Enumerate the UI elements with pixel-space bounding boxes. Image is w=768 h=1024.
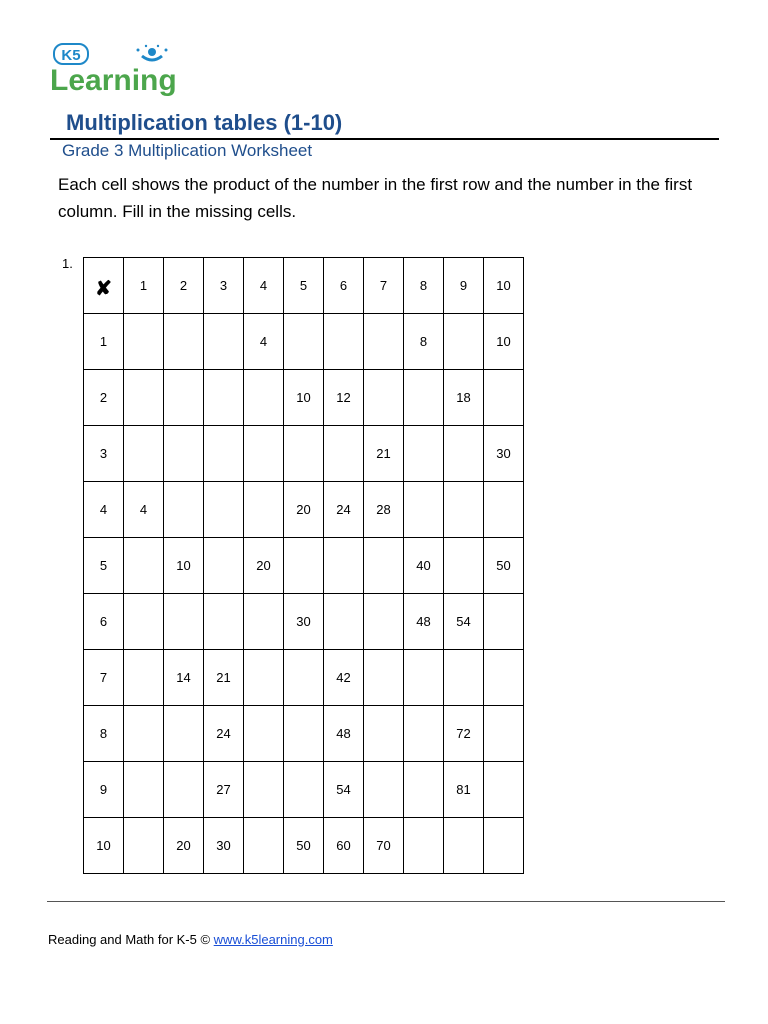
table-blank-cell[interactable] (404, 762, 444, 818)
table-row (84, 314, 524, 370)
table-product-cell: 30 (284, 594, 324, 650)
table-row (84, 482, 524, 538)
table-blank-cell[interactable] (244, 426, 284, 482)
table-product-cell: 10 (164, 538, 204, 594)
table-header-cell: 4 (244, 258, 284, 314)
table-blank-cell[interactable] (444, 818, 484, 874)
table-row-header-cell: 4 (84, 482, 124, 538)
table-blank-cell[interactable] (444, 650, 484, 706)
table-blank-cell[interactable] (244, 650, 284, 706)
table-header-cell: 10 (484, 258, 524, 314)
table-blank-cell[interactable] (324, 426, 364, 482)
table-blank-cell[interactable] (484, 762, 524, 818)
table-row (84, 594, 524, 650)
table-blank-cell[interactable] (484, 594, 524, 650)
footer-text: Reading and Math for K-5 © (48, 932, 214, 947)
table-product-cell: 18 (444, 370, 484, 426)
table-blank-cell[interactable] (204, 314, 244, 370)
table-row (84, 370, 524, 426)
table-header-cell: 8 (404, 258, 444, 314)
table-blank-cell[interactable] (124, 650, 164, 706)
table-product-cell: 72 (444, 706, 484, 762)
table-row-header-cell: 2 (84, 370, 124, 426)
table-header-cell: 2 (164, 258, 204, 314)
table-product-cell: 20 (244, 538, 284, 594)
table-product-cell: 28 (364, 482, 404, 538)
table-corner-cell (84, 258, 124, 314)
footer (48, 932, 333, 947)
table-blank-cell[interactable] (284, 426, 324, 482)
footer-divider (47, 901, 725, 902)
table-blank-cell[interactable] (444, 482, 484, 538)
table-blank-cell[interactable] (164, 594, 204, 650)
table-blank-cell[interactable] (284, 314, 324, 370)
multiplication-table (83, 257, 524, 874)
table-header-cell: 3 (204, 258, 244, 314)
table-row (84, 818, 524, 874)
table-blank-cell[interactable] (364, 594, 404, 650)
table-row-header-cell: 8 (84, 706, 124, 762)
table-product-cell: 14 (164, 650, 204, 706)
table-product-cell: 70 (364, 818, 404, 874)
table-product-cell: 4 (124, 482, 164, 538)
table-product-cell: 8 (404, 314, 444, 370)
table-blank-cell[interactable] (124, 762, 164, 818)
table-product-cell: 54 (324, 762, 364, 818)
table-product-cell: 10 (484, 314, 524, 370)
table-blank-cell[interactable] (244, 482, 284, 538)
table-blank-cell[interactable] (484, 482, 524, 538)
table-row-header-cell: 1 (84, 314, 124, 370)
table-blank-cell[interactable] (164, 762, 204, 818)
table-blank-cell[interactable] (164, 314, 204, 370)
table-blank-cell[interactable] (244, 706, 284, 762)
table-product-cell: 81 (444, 762, 484, 818)
table-blank-cell[interactable] (124, 538, 164, 594)
table-product-cell: 20 (284, 482, 324, 538)
table-blank-cell[interactable] (324, 538, 364, 594)
table-product-cell: 4 (244, 314, 284, 370)
table-product-cell: 40 (404, 538, 444, 594)
table-blank-cell[interactable] (444, 538, 484, 594)
table-row (84, 538, 524, 594)
table-blank-cell[interactable] (364, 538, 404, 594)
table-product-cell: 42 (324, 650, 364, 706)
page-subtitle: Grade 3 Multiplication Worksheet (62, 141, 313, 160)
table-product-cell: 30 (204, 818, 244, 874)
instructions-text: Each cell shows the product of the number in the first row and the number in the first column. Fill in the missing cells. (58, 175, 693, 221)
table-blank-cell[interactable] (124, 314, 164, 370)
table-blank-cell[interactable] (284, 538, 324, 594)
table-blank-cell[interactable] (484, 818, 524, 874)
k5-learning-logo (48, 42, 186, 96)
table-blank-cell[interactable] (124, 594, 164, 650)
table-blank-cell[interactable] (444, 314, 484, 370)
table-product-cell: 60 (324, 818, 364, 874)
table-blank-cell[interactable] (364, 650, 404, 706)
table-product-cell: 50 (284, 818, 324, 874)
table-blank-cell[interactable] (164, 706, 204, 762)
problem-number: 1. (62, 256, 73, 271)
table-blank-cell[interactable] (164, 426, 204, 482)
svg-text:Learning: Learning (50, 64, 177, 96)
table-blank-cell[interactable] (404, 482, 444, 538)
title-divider (50, 138, 719, 140)
table-blank-cell[interactable] (404, 650, 444, 706)
table-blank-cell[interactable] (364, 762, 404, 818)
table-product-cell: 30 (484, 426, 524, 482)
table-product-cell: 12 (324, 370, 364, 426)
table-blank-cell[interactable] (244, 762, 284, 818)
table-blank-cell[interactable] (204, 594, 244, 650)
table-blank-cell[interactable] (284, 650, 324, 706)
table-blank-cell[interactable] (324, 594, 364, 650)
table-row-header-cell: 7 (84, 650, 124, 706)
table-row-header-cell: 3 (84, 426, 124, 482)
table-blank-cell[interactable] (164, 482, 204, 538)
page-title: Multiplication tables (1-10) (66, 110, 343, 135)
table-product-cell: 48 (324, 706, 364, 762)
table-blank-cell[interactable] (444, 426, 484, 482)
table-blank-cell[interactable] (164, 370, 204, 426)
table-product-cell: 21 (204, 650, 244, 706)
table-blank-cell[interactable] (364, 370, 404, 426)
table-blank-cell[interactable] (484, 650, 524, 706)
table-blank-cell[interactable] (124, 706, 164, 762)
table-blank-cell[interactable] (124, 370, 164, 426)
table-product-cell: 20 (164, 818, 204, 874)
table-header-cell: 6 (324, 258, 364, 314)
table-row (84, 762, 524, 818)
table-product-cell: 27 (204, 762, 244, 818)
table-product-cell: 48 (404, 594, 444, 650)
table-blank-cell[interactable] (204, 482, 244, 538)
table-row-header-cell: 6 (84, 594, 124, 650)
table-blank-cell[interactable] (204, 538, 244, 594)
table-row-header-cell: 5 (84, 538, 124, 594)
table-header-cell: 1 (124, 258, 164, 314)
table-row (84, 426, 524, 482)
table-product-cell: 24 (324, 482, 364, 538)
table-blank-cell[interactable] (404, 706, 444, 762)
table-blank-cell[interactable] (324, 314, 364, 370)
footer-link[interactable]: www.k5learning.com (213, 932, 333, 947)
table-header-row (84, 258, 524, 314)
table-blank-cell[interactable] (284, 706, 324, 762)
table-product-cell: 10 (284, 370, 324, 426)
table-product-cell: 54 (444, 594, 484, 650)
table-blank-cell[interactable] (244, 370, 284, 426)
table-blank-cell[interactable] (404, 370, 444, 426)
table-header-cell: 7 (364, 258, 404, 314)
table-blank-cell[interactable] (204, 370, 244, 426)
table-row (84, 650, 524, 706)
multiply-symbol: ✘ (95, 278, 112, 300)
table-blank-cell[interactable] (204, 426, 244, 482)
table-blank-cell[interactable] (364, 706, 404, 762)
table-blank-cell[interactable] (404, 426, 444, 482)
table-blank-cell[interactable] (484, 370, 524, 426)
table-blank-cell[interactable] (404, 818, 444, 874)
table-blank-cell[interactable] (244, 594, 284, 650)
table-product-cell: 24 (204, 706, 244, 762)
table-row-header-cell: 9 (84, 762, 124, 818)
table-blank-cell[interactable] (124, 426, 164, 482)
table-header-cell: 5 (284, 258, 324, 314)
table-blank-cell[interactable] (244, 818, 284, 874)
table-blank-cell[interactable] (364, 314, 404, 370)
table-product-cell: 21 (364, 426, 404, 482)
table-header-cell: 9 (444, 258, 484, 314)
table-row-header-cell: 10 (84, 818, 124, 874)
table-product-cell: 50 (484, 538, 524, 594)
table-blank-cell[interactable] (284, 762, 324, 818)
table-row (84, 706, 524, 762)
svg-text:K5: K5 (61, 47, 81, 64)
table-blank-cell[interactable] (484, 706, 524, 762)
table-blank-cell[interactable] (124, 818, 164, 874)
